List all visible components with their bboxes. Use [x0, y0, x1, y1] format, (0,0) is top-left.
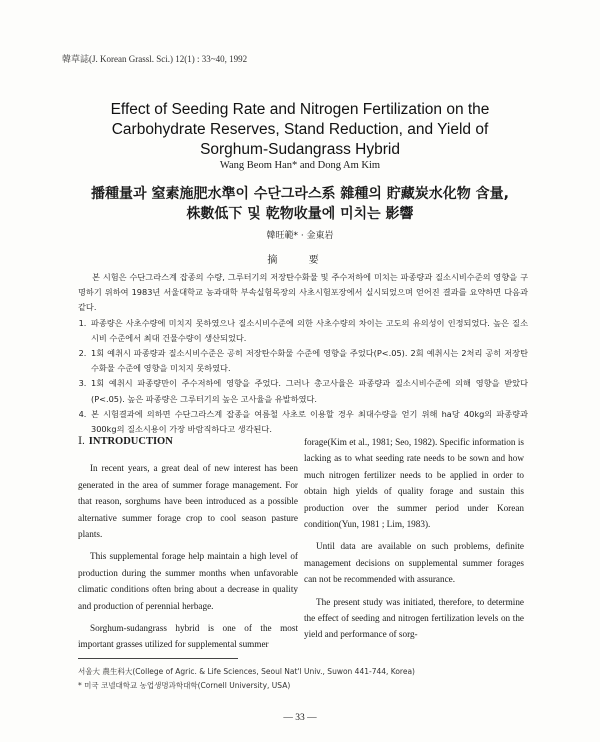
english-authors: Wang Beom Han* and Dong Am Kim: [219, 160, 381, 171]
abstract-finding: 2. 1회 예취시 파종량과 질소시비수준은 공히 저장탄수화물 수준에 영향을 주었다(P<.05). 2회 예취시는 2처리 공히 저장탄수화물 수준에 영향을 미치지 못하였다.: [89, 346, 528, 376]
page-number: — 33 —: [283, 713, 317, 723]
abstract-finding: 3. 1회 예취시 파종량만이 주수저하에 영향을 주었다. 그러나 총고사율은 파종량과 질소시비수준에 의해 영향을 받았다(P<.05). 높은 파종량은 그루터기의 높은 고사율을 유발하였다.: [89, 376, 528, 406]
footnote-divider: [78, 658, 238, 659]
section-title: INTRODUCTION: [88, 436, 173, 447]
abstract-finding: 1. 파종량은 사초수량에 미치지 못하였으나 질소시비수준에 의한 사초수량의 차이는 고도의 유의성이 인정되었다. 높은 질소시비 수준에서 최대 건물수량이 생산되었다.: [89, 316, 528, 346]
korean-authors: 韓旺範* · 金東岩: [266, 231, 334, 241]
body-paragraph: This supplemental forage help maintain a high level of production during the summer months when unfavorable climatic conditions often bring about a decrease in quality and production of perennial herbage.: [78, 551, 298, 611]
korean-title-line: 株數低下 및 乾物收量에 미치는 影響: [186, 206, 414, 222]
abstract-findings-list: [78, 316, 528, 438]
korean-title-line: 播種量과 窒素施肥水準이 수단그라스系 雜種의 貯藏炭水化物 含量,: [91, 186, 509, 202]
body-paragraph: The present study was initiated, therefore, to determine the effect of seeding and nitrogen fertilization levels on the yield and performance of sorg-: [304, 596, 524, 640]
english-title: [0, 100, 600, 160]
korean-abstract: [78, 270, 528, 437]
section-heading-introduction: [78, 434, 298, 450]
abstract-heading: 摘 要: [267, 255, 333, 266]
body-paragraph-continued: forage(Kim et al., 1981; Seo, 1982). Specific information is lacking as to what seeding rate needs to be sown and how much nitrogen fertilizer needs to be applied in order to obtain high yields of quality forage and sustain this production over the summer period under Korean condition(Yun, 1981 ; Lim, 1983).: [304, 437, 524, 530]
footnote-affiliation: 서울大 農生科大(College of Agric. & Life Sciences, Seoul Nat'l Univ., Suwon 441-744, Korea): [78, 667, 415, 676]
body-paragraph: Until data are available on such problems, definite management decisions on supplemental summer forages can not be recommended with assurance.: [304, 541, 524, 585]
footnotes: [78, 665, 528, 693]
abstract-finding: 4. 본 시험결과에 의하면 수단그라스계 잡종을 여름철 사초로 이용할 경우 최대수량을 얻기 위해 ha당 40kg의 파종량과 300kg의 질소시용이 가장 바람직하다고 생각된다.: [89, 407, 528, 437]
left-column: [78, 434, 298, 659]
body-paragraph: In recent years, a great deal of new interest has been generated in the area of summer forage management. For that reason, sorghums have been introduced as a possible alternative summer forage crop to cool season pasture plants.: [78, 463, 298, 540]
footnote-affiliation: * 미국 코넬대학교 농업생명과학대학(Cornell University, USA): [78, 681, 291, 690]
korean-title: [0, 184, 600, 224]
english-title-line: Sorghum-Sudangrass Hybrid: [200, 141, 400, 158]
right-column: [304, 434, 524, 649]
abstract-intro: 본 시험은 수단그라스계 잡종의 수량, 그루터기의 저장탄수화물 및 주수저하에 미치는 파종량과 질소시비수준의 영향을 구명하기 위하여 1983년 서울대학교 농과대학 부속실험목장의 사초시험포장에서 실시되었으며 얻어진 결과를 요약하면 다음과 같다.: [78, 272, 528, 313]
journal-citation: 韓草誌(J. Korean Grassl. Sci.) 12(1) : 33~40, 1992: [62, 54, 248, 64]
english-title-line: Carbohydrate Reserves, Stand Reduction, and Yield of: [111, 121, 489, 138]
body-paragraph: Sorghum-sudangrass hybrid is one of the most important grasses utilized for supplemental summer: [78, 623, 298, 650]
english-title-line: Effect of Seeding Rate and Nitrogen Fertilization on the: [110, 101, 490, 118]
section-number: Ⅰ.: [78, 436, 85, 447]
